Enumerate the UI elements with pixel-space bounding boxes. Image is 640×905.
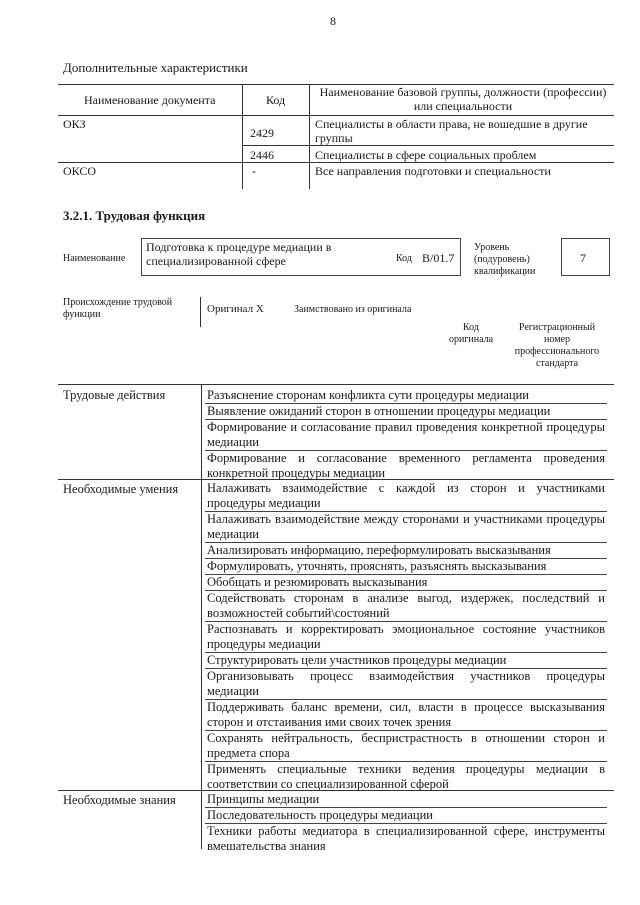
origin-label: Происхождение трудовой функции [63,297,173,320]
original-mark: Оригинал X [207,303,264,315]
list-item: Налаживать взаимодействие между сторонами и участниками процедуры медиации [207,512,605,541]
function-name: Подготовка к процедуре медиации в специализированной сфере [146,240,332,268]
row-doc: ОКЗ [63,117,86,131]
row-code: 2429 [250,126,274,140]
list-item: Сохранять нейтральность, беспристрастность в отношении сторон и предмета спора [207,731,605,760]
row-name: Все направления подготовки и специальности [315,164,551,178]
list-item: Принципы медиации [207,792,320,806]
actions-label: Трудовые действия [63,388,166,402]
list-item: Техники работы медиатора в специализированной сфере, инструменты вмешательства знания [207,824,605,853]
row-name: Специалисты в сфере социальных проблем [315,148,537,162]
list-item: Формирование и согласование правил проведения конкретной процедуры медиации [207,420,605,449]
list-item: Обобщать и резюмировать высказывания [205,574,607,590]
borrowed-label: Заимствовано из оригинала [294,304,412,315]
list-item: Организовывать процесс взаимодействия участников процедуры медиации [207,669,605,698]
name-label: Наименование [63,253,126,264]
knowledge-list [205,792,607,854]
list-item: Поддерживать баланс времени, сил, власти в процессе высказывания сторон и отстаивания ими своих точек зрения [207,700,605,729]
page-number: 8 [330,14,336,28]
list-item: Распознавать и корректировать эмоциональное состояние участников процедуры медиации [207,622,605,651]
row-name: Специалисты в области права, не вошедшие в другие группы [315,117,588,145]
row-doc: ОКСО [63,164,97,178]
skills-label: Необходимые умения [63,482,179,496]
header-document: Наименование документа [84,93,216,107]
list-item: Разъяснение сторонам конфликта сути процедуры медиации [207,388,529,402]
list-item: Содействовать сторонам в анализе выгод, издержек, последствий и возможностей событий\состояний [207,591,605,620]
list-item: Применять специальные техники ведения процедуры медиации в соответствии со специализированной сферой [207,762,605,791]
list-item: Выявление ожиданий сторон в отношении процедуры медиации [205,403,607,419]
row-code: - [252,164,256,178]
list-item: Анализировать информацию, переформулировать высказывания [205,542,607,558]
list-item: Формирование и согласование временного регламента проведения конкретной процедуры медиации [207,451,605,480]
actions-list [205,388,607,481]
function-heading: 3.2.1. Трудовая функция [63,208,206,223]
list-item: Структурировать цели участников процедуры медиации [205,652,607,668]
code-original-label: Код оригинала [448,322,494,345]
list-item: Формулировать, уточнять, прояснять, разъяснять высказывания [205,558,607,574]
knowledge-label: Необходимые знания [63,793,176,807]
list-item: Последовательность процедуры медиации [205,807,607,823]
code-value: B/01.7 [422,251,455,265]
additional-title: Дополнительные характеристики [63,60,248,75]
header-code: Код [266,93,286,107]
level-value: 7 [580,251,586,265]
list-item: Налаживать взаимодействие с каждой из сторон и участниками процедуры медиации [207,481,605,510]
header-group-name: Наименование базовой группы, должности (профессии) или специальности [319,85,607,113]
reg-number-label: Регистрационный номер профессионального стандарта [514,322,600,369]
code-label: Код [396,253,412,264]
level-label: Уровень (подуровень) квалификации [474,242,536,277]
row-code: 2446 [250,148,274,162]
skills-list [205,481,607,792]
